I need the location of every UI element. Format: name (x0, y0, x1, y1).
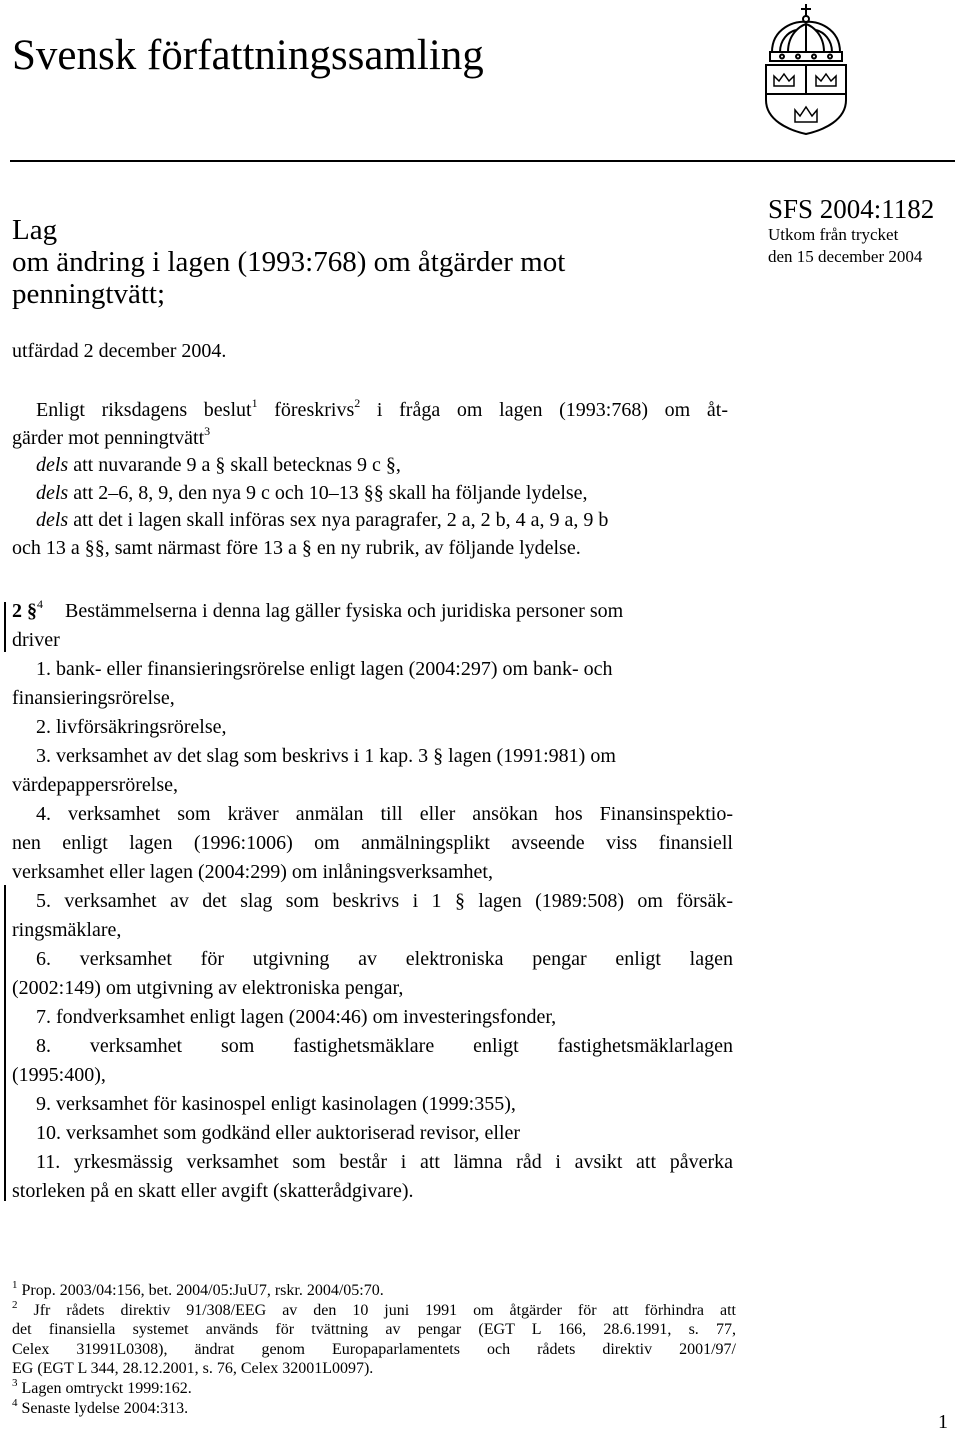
section-heading: Bestämmelserna i denna lag gäller fysiska och juridiska personer som (65, 600, 624, 622)
change-bar (4, 885, 6, 1201)
text-fragment: Enligt riksdagens beslut (36, 399, 252, 421)
list-item-line: (1995:400), (12, 1064, 106, 1086)
list-item-line: 9. verksamhet för kasinospel enligt kasinolagen (1999:355), (36, 1093, 516, 1115)
published-date: den 15 december 2004 (768, 247, 923, 266)
law-title (12, 214, 565, 310)
law-title-line: Lag (12, 214, 58, 246)
list-item-line: 1. bank- eller finansieringsrörelse enligt lagen (2004:297) om bank- och (36, 658, 613, 680)
footnote-text: Prop. 2003/04:156, bet. 2004/05:JuU7, rskr. 2004/05:70. (21, 1282, 384, 1299)
text-fragment: att nuvarande 9 a § skall betecknas 9 c §, (68, 454, 401, 476)
list-item-line: storleken på en skatt eller avgift (skatterådgivare). (12, 1180, 414, 1202)
law-title-line: penningtvätt; (12, 278, 166, 310)
text-fragment: föreskrivs (257, 399, 355, 421)
intro-line (12, 425, 728, 453)
intro-line: och 13 a §§, samt närmast före 13 a § en ny rubrik, av följande lydelse. (12, 536, 581, 559)
issued-date: utfärdad 2 december 2004. (12, 340, 227, 362)
intro-line (12, 507, 728, 535)
list-item-line: 7. fondverksamhet enligt lagen (2004:46) om investeringsfonder, (36, 1006, 557, 1028)
sfs-number: SFS 2004:1182 (768, 194, 935, 224)
page-number: 1 (938, 1411, 948, 1433)
series-title: Svensk författningssamling (12, 32, 484, 79)
footnote-ref: 2 (354, 396, 361, 410)
list-item-line: 4. verksamhet som kräver anmälan till eller ansökan hos Finansinspektio- (36, 803, 733, 825)
section-number: 2 § (12, 600, 37, 622)
footnote-ref: 3 (204, 423, 211, 438)
header-divider (10, 160, 955, 162)
coat-of-arms-logo (758, 2, 854, 136)
list-item-line: finansieringsrörelse, (12, 687, 175, 709)
footnotes (12, 1281, 736, 1418)
text-fragment: att det i lagen skall införas sex nya paragrafer, 2 a, 2 b, 4 a, 9 a, 9 b (68, 509, 609, 531)
section-heading-cont: driver (12, 629, 60, 651)
change-bar (4, 602, 6, 652)
list-item-line: 3. verksamhet av det slag som beskrivs i 1 kap. 3 § lagen (1991:981) om (36, 745, 616, 767)
list-item-line: värdepappersrörelse, (12, 774, 179, 796)
intro-line (12, 452, 728, 480)
footnote-text: Senaste lydelse 2004:313. (21, 1399, 189, 1417)
law-title-line: om ändring i lagen (1993:768) om åtgärder mot (12, 246, 566, 278)
intro-line (12, 480, 728, 508)
footnote (12, 1376, 736, 1399)
footnote-number: 4 (12, 1396, 18, 1409)
footnote-ref: 1 (251, 396, 258, 410)
footnote-ref: 4 (37, 597, 43, 611)
list-item-line: verksamhet eller lagen (2004:299) om inlåningsverksamhet, (12, 861, 493, 883)
list-item-line: (2002:149) om utgivning av elektroniska pengar, (12, 977, 404, 999)
intro-line (12, 397, 728, 425)
footnote-text: EG (EGT L 344, 28.12.2001, s. 76, Celex 32001L0097). (12, 1360, 374, 1378)
list-item-line: 11. yrkesmässig verksamhet som består i att lämna råd i avsikt att påverka (36, 1151, 733, 1173)
list-item-line: 8. verksamhet som fastighetsmäklare enligt fastighetsmäklarlagen (36, 1035, 733, 1057)
list-item-line: nen enligt lagen (1996:1006) om anmälningsplikt avseende viss finansiell (12, 832, 733, 854)
footnote-text: Jfr rådets direktiv 91/308/EEG av den 10 juni 1991 om åtgärder för att förhindra att (33, 1301, 736, 1319)
footnote-number: 3 (12, 1376, 18, 1389)
footnote-text: Lagen omtryckt 1999:162. (21, 1379, 192, 1397)
text-fragment: att 2–6, 8, 9, den nya 9 c och 10–13 §§ skall ha följande lydelse, (68, 481, 588, 504)
list-item-line: 2. livförsäkringsrörelse, (36, 716, 227, 738)
list-item-line: 10. verksamhet som godkänd eller auktoriserad revisor, eller (36, 1122, 521, 1144)
footnote-number: 2 (12, 1298, 18, 1311)
dels-label: dels (36, 509, 69, 531)
footnote-text: Celex 31991L0308), ändrat genom Europaparlamentets och rådets direktiv 2001/97/ (12, 1340, 736, 1358)
dels-label: dels (36, 481, 69, 504)
text-fragment: i fråga om lagen (1993:768) om åt- (360, 399, 729, 421)
text-fragment: gärder mot penningtvätt (12, 426, 205, 449)
footnote (12, 1298, 736, 1321)
list-item-line: 6. verksamhet för utgivning av elektroniska pengar enligt lagen (36, 948, 733, 970)
published-label: Utkom från trycket (768, 225, 899, 244)
intro-paragraph (12, 397, 728, 562)
list-item-line: ringsmäklare, (12, 919, 122, 941)
list-item-line: 5. verksamhet av det slag som beskrivs i 1 § lagen (1989:508) om försäk- (36, 890, 733, 912)
dels-label: dels (36, 454, 69, 476)
section-2 (12, 597, 733, 1206)
footnote-number: 1 (12, 1279, 18, 1291)
footnote (12, 1281, 736, 1301)
section-heading-line (12, 597, 733, 626)
footnote (12, 1396, 736, 1419)
footnote-text: det finansiella systemet används för tvättning av pengar (EGT L 166, 28.6.1991, s. 77, (12, 1321, 736, 1339)
sfs-info (768, 194, 934, 268)
